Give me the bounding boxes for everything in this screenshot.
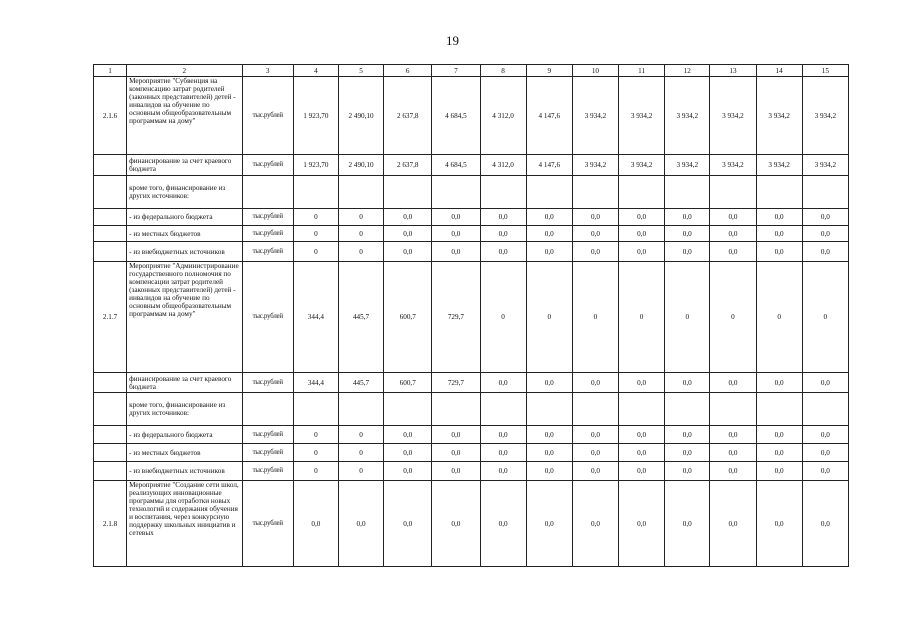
value-cell: 0,0 bbox=[756, 444, 802, 462]
value-cell: 0,0 bbox=[619, 444, 665, 462]
value-cell: 0,0 bbox=[526, 209, 572, 226]
value-cell bbox=[432, 176, 480, 209]
value-cell bbox=[756, 176, 802, 209]
value-cell: 0,0 bbox=[665, 426, 710, 444]
value-cell: 0,0 bbox=[384, 462, 432, 481]
value-cell bbox=[480, 393, 526, 426]
item-number-cell bbox=[94, 393, 127, 426]
value-cell: 445,7 bbox=[338, 262, 383, 373]
page-number: 19 bbox=[446, 33, 459, 48]
value-cell: 0,0 bbox=[572, 209, 618, 226]
item-number-cell: 2.1.6 bbox=[94, 77, 127, 155]
item-name-cell: - из местных бюджетов bbox=[127, 444, 242, 462]
value-cell: 0,0 bbox=[802, 373, 848, 393]
value-cell: 0,0 bbox=[756, 373, 802, 393]
budget-table bbox=[93, 64, 849, 567]
value-cell: 0,0 bbox=[665, 209, 710, 226]
value-cell: 0 bbox=[293, 444, 338, 462]
value-cell: 4 312,0 bbox=[480, 77, 526, 155]
value-cell bbox=[572, 176, 618, 209]
value-cell: 600,7 bbox=[384, 262, 432, 373]
value-cell: 0 bbox=[338, 444, 383, 462]
value-cell: 0,0 bbox=[619, 481, 665, 567]
value-cell: 0 bbox=[572, 262, 618, 373]
value-cell: 0,0 bbox=[802, 462, 848, 481]
item-number-cell bbox=[94, 242, 127, 262]
column-number-5: 5 bbox=[338, 65, 383, 77]
table-row bbox=[94, 262, 849, 373]
value-cell: 4 684,5 bbox=[432, 155, 480, 176]
table-row bbox=[94, 242, 849, 262]
item-number-cell bbox=[94, 176, 127, 209]
item-name-cell: финансирование за счет краевого бюджета bbox=[127, 373, 242, 393]
unit-cell: тыс.рублей bbox=[242, 226, 293, 242]
value-cell: 729,7 bbox=[432, 262, 480, 373]
value-cell bbox=[293, 393, 338, 426]
value-cell: 0,0 bbox=[665, 242, 710, 262]
column-number-3: 3 bbox=[242, 65, 293, 77]
value-cell: 3 934,2 bbox=[802, 77, 848, 155]
value-cell: 0,0 bbox=[572, 373, 618, 393]
value-cell: 3 934,2 bbox=[665, 77, 710, 155]
value-cell: 2 637,8 bbox=[384, 77, 432, 155]
value-cell: 0,0 bbox=[572, 462, 618, 481]
value-cell: 0,0 bbox=[480, 481, 526, 567]
value-cell: 4 147,6 bbox=[526, 77, 572, 155]
table-row bbox=[94, 209, 849, 226]
value-cell: 0,0 bbox=[432, 444, 480, 462]
value-cell: 0,0 bbox=[619, 462, 665, 481]
value-cell: 0,0 bbox=[338, 481, 383, 567]
value-cell: 0 bbox=[665, 262, 710, 373]
value-cell: 3 934,2 bbox=[756, 77, 802, 155]
value-cell: 0 bbox=[338, 426, 383, 444]
value-cell: 0,0 bbox=[756, 462, 802, 481]
value-cell: 0,0 bbox=[572, 226, 618, 242]
value-cell: 0,0 bbox=[802, 242, 848, 262]
value-cell: 0,0 bbox=[384, 226, 432, 242]
item-name-cell: - из внебюджетных источников bbox=[127, 462, 242, 481]
value-cell bbox=[480, 176, 526, 209]
unit-cell: тыс.рублей bbox=[242, 373, 293, 393]
table-row bbox=[94, 155, 849, 176]
value-cell: 0,0 bbox=[756, 242, 802, 262]
table-row bbox=[94, 462, 849, 481]
value-cell: 1 923,70 bbox=[293, 77, 338, 155]
value-cell: 3 934,2 bbox=[710, 155, 756, 176]
unit-cell bbox=[242, 393, 293, 426]
value-cell: 2 490,10 bbox=[338, 77, 383, 155]
value-cell: 0,0 bbox=[756, 226, 802, 242]
value-cell: 0,0 bbox=[619, 209, 665, 226]
value-cell: 0,0 bbox=[756, 209, 802, 226]
value-cell bbox=[665, 393, 710, 426]
value-cell: 3 934,2 bbox=[619, 77, 665, 155]
value-cell: 0 bbox=[293, 209, 338, 226]
value-cell: 0 bbox=[293, 426, 338, 444]
value-cell: 0,0 bbox=[572, 242, 618, 262]
value-cell: 0,0 bbox=[710, 481, 756, 567]
value-cell: 0,0 bbox=[802, 426, 848, 444]
unit-cell: тыс.рублей bbox=[242, 426, 293, 444]
value-cell: 0,0 bbox=[480, 462, 526, 481]
value-cell: 0 bbox=[293, 462, 338, 481]
value-cell: 0 bbox=[293, 226, 338, 242]
item-name-cell: Мероприятие "Создание сети школ, реализующих инновационные программы для отработки новых технологий и содержания обучения и воспитания, через конкурсную поддержку школьных инициатив и сетевых bbox=[127, 481, 242, 567]
item-number-cell bbox=[94, 462, 127, 481]
value-cell: 0,0 bbox=[710, 209, 756, 226]
value-cell: 0,0 bbox=[480, 226, 526, 242]
column-number-11: 11 bbox=[619, 65, 665, 77]
value-cell: 0 bbox=[293, 242, 338, 262]
value-cell: 0,0 bbox=[665, 481, 710, 567]
table-row bbox=[94, 226, 849, 242]
unit-cell: тыс.рублей bbox=[242, 242, 293, 262]
value-cell: 2 637,8 bbox=[384, 155, 432, 176]
value-cell bbox=[802, 176, 848, 209]
value-cell bbox=[338, 393, 383, 426]
column-number-8: 8 bbox=[480, 65, 526, 77]
item-name-cell: кроме того, финансирование из других источников: bbox=[127, 393, 242, 426]
value-cell: 1 923,70 bbox=[293, 155, 338, 176]
value-cell: 3 934,2 bbox=[572, 77, 618, 155]
value-cell bbox=[384, 393, 432, 426]
value-cell bbox=[619, 393, 665, 426]
value-cell: 0 bbox=[338, 242, 383, 262]
value-cell: 0,0 bbox=[526, 373, 572, 393]
unit-cell bbox=[242, 176, 293, 209]
value-cell: 0 bbox=[338, 209, 383, 226]
value-cell: 0,0 bbox=[384, 426, 432, 444]
value-cell bbox=[619, 176, 665, 209]
value-cell: 3 934,2 bbox=[572, 155, 618, 176]
column-number-7: 7 bbox=[432, 65, 480, 77]
table-row bbox=[94, 481, 849, 567]
item-number-cell: 2.1.7 bbox=[94, 262, 127, 373]
value-cell bbox=[665, 176, 710, 209]
unit-cell: тыс.рублей bbox=[242, 444, 293, 462]
value-cell: 0,0 bbox=[572, 444, 618, 462]
value-cell: 0 bbox=[526, 262, 572, 373]
item-name-cell: Мероприятие "Субвенция на компенсацию затрат родителей (законных представителей) детей - инвалидов на обучение по основным общеобразовательным программам на дому" bbox=[127, 77, 242, 155]
item-number-cell: 2.1.8 bbox=[94, 481, 127, 567]
value-cell: 344,4 bbox=[293, 373, 338, 393]
value-cell: 0,0 bbox=[802, 481, 848, 567]
value-cell bbox=[710, 393, 756, 426]
item-number-cell bbox=[94, 444, 127, 462]
unit-cell: тыс.рублей bbox=[242, 77, 293, 155]
column-number-2: 2 bbox=[127, 65, 242, 77]
value-cell: 0,0 bbox=[526, 481, 572, 567]
value-cell: 0,0 bbox=[293, 481, 338, 567]
value-cell: 0,0 bbox=[526, 462, 572, 481]
value-cell: 4 147,6 bbox=[526, 155, 572, 176]
value-cell: 3 934,2 bbox=[756, 155, 802, 176]
column-number-4: 4 bbox=[293, 65, 338, 77]
value-cell: 0,0 bbox=[526, 226, 572, 242]
unit-cell: тыс.рублей bbox=[242, 462, 293, 481]
value-cell: 0,0 bbox=[432, 462, 480, 481]
value-cell: 0,0 bbox=[432, 426, 480, 444]
value-cell: 0,0 bbox=[619, 242, 665, 262]
value-cell: 0 bbox=[619, 262, 665, 373]
value-cell: 2 490,10 bbox=[338, 155, 383, 176]
value-cell: 0 bbox=[338, 462, 383, 481]
value-cell: 0 bbox=[710, 262, 756, 373]
column-number-13: 13 bbox=[710, 65, 756, 77]
value-cell bbox=[572, 393, 618, 426]
item-number-cell bbox=[94, 426, 127, 444]
value-cell bbox=[384, 176, 432, 209]
item-name-cell: - из местных бюджетов bbox=[127, 226, 242, 242]
value-cell: 0,0 bbox=[802, 209, 848, 226]
value-cell: 0,0 bbox=[526, 444, 572, 462]
value-cell: 0,0 bbox=[665, 373, 710, 393]
value-cell: 0,0 bbox=[480, 242, 526, 262]
column-number-15: 15 bbox=[802, 65, 848, 77]
value-cell: 0,0 bbox=[480, 444, 526, 462]
item-number-cell bbox=[94, 373, 127, 393]
item-name-cell: - из федерального бюджета bbox=[127, 209, 242, 226]
value-cell: 0,0 bbox=[432, 209, 480, 226]
value-cell bbox=[710, 176, 756, 209]
column-number-10: 10 bbox=[572, 65, 618, 77]
value-cell bbox=[432, 393, 480, 426]
value-cell: 0,0 bbox=[756, 481, 802, 567]
value-cell: 600,7 bbox=[384, 373, 432, 393]
value-cell: 0,0 bbox=[432, 226, 480, 242]
value-cell: 0,0 bbox=[710, 226, 756, 242]
value-cell bbox=[293, 176, 338, 209]
value-cell: 0,0 bbox=[619, 226, 665, 242]
value-cell: 0,0 bbox=[526, 426, 572, 444]
item-number-cell bbox=[94, 226, 127, 242]
table-row bbox=[94, 393, 849, 426]
value-cell bbox=[526, 393, 572, 426]
item-name-cell: кроме того, финансирование из других источников: bbox=[127, 176, 242, 209]
item-number-cell bbox=[94, 155, 127, 176]
value-cell: 0,0 bbox=[665, 226, 710, 242]
value-cell: 344,4 bbox=[293, 262, 338, 373]
value-cell: 0 bbox=[802, 262, 848, 373]
value-cell: 0,0 bbox=[619, 373, 665, 393]
value-cell bbox=[526, 176, 572, 209]
item-number-cell bbox=[94, 209, 127, 226]
value-cell: 0,0 bbox=[526, 242, 572, 262]
table-row bbox=[94, 77, 849, 155]
value-cell: 0,0 bbox=[710, 373, 756, 393]
value-cell: 0,0 bbox=[384, 209, 432, 226]
item-name-cell: Мероприятие "Администрирование государственного полномочия по компенсации затрат родителей (законных представителей) детей - инвалидов на обучение по основным общеобразовательным программам на дому" bbox=[127, 262, 242, 373]
value-cell: 0,0 bbox=[665, 444, 710, 462]
unit-cell: тыс.рублей bbox=[242, 262, 293, 373]
unit-cell: тыс.рублей bbox=[242, 481, 293, 567]
value-cell: 0,0 bbox=[710, 462, 756, 481]
item-name-cell: - из внебюджетных источников bbox=[127, 242, 242, 262]
value-cell: 0,0 bbox=[384, 242, 432, 262]
value-cell: 0,0 bbox=[480, 426, 526, 444]
value-cell: 3 934,2 bbox=[710, 77, 756, 155]
value-cell: 0,0 bbox=[665, 462, 710, 481]
column-number-12: 12 bbox=[665, 65, 710, 77]
value-cell: 0,0 bbox=[756, 426, 802, 444]
value-cell: 0 bbox=[756, 262, 802, 373]
value-cell: 0,0 bbox=[572, 481, 618, 567]
column-number-row bbox=[94, 65, 849, 77]
unit-cell: тыс.рублей bbox=[242, 209, 293, 226]
item-name-cell: - из федерального бюджета bbox=[127, 426, 242, 444]
value-cell: 0 bbox=[338, 226, 383, 242]
value-cell: 0,0 bbox=[572, 426, 618, 444]
table-row bbox=[94, 176, 849, 209]
column-number-1: 1 bbox=[94, 65, 127, 77]
table-row bbox=[94, 373, 849, 393]
item-name-cell: финансирование за счет краевого бюджета bbox=[127, 155, 242, 176]
value-cell: 0,0 bbox=[802, 226, 848, 242]
value-cell: 0,0 bbox=[384, 481, 432, 567]
value-cell: 4 684,5 bbox=[432, 77, 480, 155]
column-number-6: 6 bbox=[384, 65, 432, 77]
value-cell: 0,0 bbox=[710, 242, 756, 262]
value-cell: 0,0 bbox=[384, 444, 432, 462]
value-cell: 445,7 bbox=[338, 373, 383, 393]
value-cell: 0,0 bbox=[710, 444, 756, 462]
value-cell: 0,0 bbox=[432, 242, 480, 262]
value-cell: 0,0 bbox=[480, 373, 526, 393]
column-number-9: 9 bbox=[526, 65, 572, 77]
value-cell: 729,7 bbox=[432, 373, 480, 393]
value-cell bbox=[756, 393, 802, 426]
value-cell: 0,0 bbox=[480, 209, 526, 226]
value-cell: 0 bbox=[480, 262, 526, 373]
value-cell: 3 934,2 bbox=[802, 155, 848, 176]
column-number-14: 14 bbox=[756, 65, 802, 77]
value-cell: 0,0 bbox=[432, 481, 480, 567]
unit-cell: тыс.рублей bbox=[242, 155, 293, 176]
value-cell: 0,0 bbox=[710, 426, 756, 444]
value-cell: 3 934,2 bbox=[619, 155, 665, 176]
value-cell bbox=[338, 176, 383, 209]
value-cell: 3 934,2 bbox=[665, 155, 710, 176]
table-row bbox=[94, 426, 849, 444]
value-cell: 4 312,0 bbox=[480, 155, 526, 176]
table-row bbox=[94, 444, 849, 462]
value-cell: 0,0 bbox=[802, 444, 848, 462]
value-cell bbox=[802, 393, 848, 426]
value-cell: 0,0 bbox=[619, 426, 665, 444]
